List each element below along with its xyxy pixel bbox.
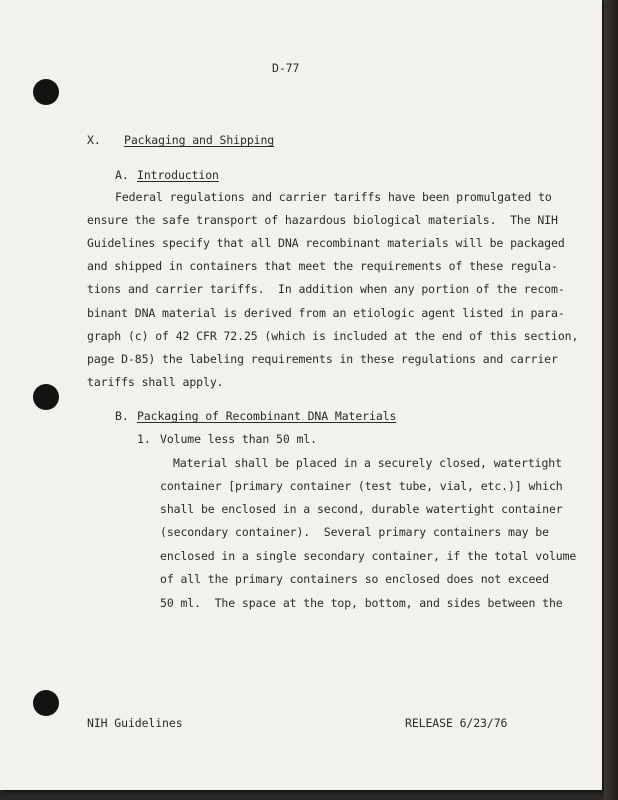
- item-1-line: shall be enclosed in a second, durable watertight container: [160, 502, 563, 516]
- footer-left: NIH Guidelines: [87, 716, 183, 730]
- item-1-line: of all the primary containers so enclosed does not exceed: [160, 572, 549, 586]
- intro-line: graph (c) of 42 CFR 72.25 (which is included at the end of this section,: [87, 329, 579, 343]
- intro-line: tions and carrier tariffs. In addition when any portion of the recom-: [87, 282, 565, 296]
- item-1-line: (secondary container). Several primary containers may be: [160, 525, 549, 539]
- scan-edge: [604, 0, 618, 800]
- punch-hole: [33, 79, 59, 105]
- intro-line: ensure the safe transport of hazardous biological materials. The NIH: [87, 213, 558, 227]
- subsection-a-label: A.: [115, 168, 129, 182]
- item-1-title: Volume less than 50 ml.: [160, 432, 317, 446]
- item-1-line: enclosed in a single secondary container, if the total volume: [160, 549, 577, 563]
- intro-line: and shipped in containers that meet the requirements of these regula-: [87, 259, 558, 273]
- punch-hole: [33, 690, 59, 716]
- intro-line: binant DNA material is derived from an etiologic agent listed in para-: [87, 306, 565, 320]
- punch-hole: [33, 384, 59, 410]
- item-1-line: container [primary container (test tube, vial, etc.)] which: [160, 479, 563, 493]
- section-number: X.: [87, 133, 101, 147]
- item-1-line: 50 ml. The space at the top, bottom, and sides between the: [160, 596, 563, 610]
- intro-line: Federal regulations and carrier tariffs have been promulgated to: [115, 190, 552, 204]
- intro-line: page D-85) the labeling requirements in these regulations and carrier: [87, 352, 558, 366]
- subsection-b-title: Packaging of Recombinant DNA Materials: [137, 409, 397, 423]
- intro-line: Guidelines specify that all DNA recombinant materials will be packaged: [87, 236, 565, 250]
- subsection-a-title: Introduction: [137, 168, 219, 182]
- page-number: D-77: [272, 61, 300, 75]
- footer-right: RELEASE 6/23/76: [405, 716, 508, 730]
- intro-line: tariffs shall apply.: [87, 375, 224, 389]
- item-1-label: 1.: [137, 432, 151, 446]
- section-title: Packaging and Shipping: [124, 133, 275, 147]
- item-1-line: Material shall be placed in a securely closed, watertight: [173, 456, 562, 470]
- subsection-b-label: B.: [115, 409, 129, 423]
